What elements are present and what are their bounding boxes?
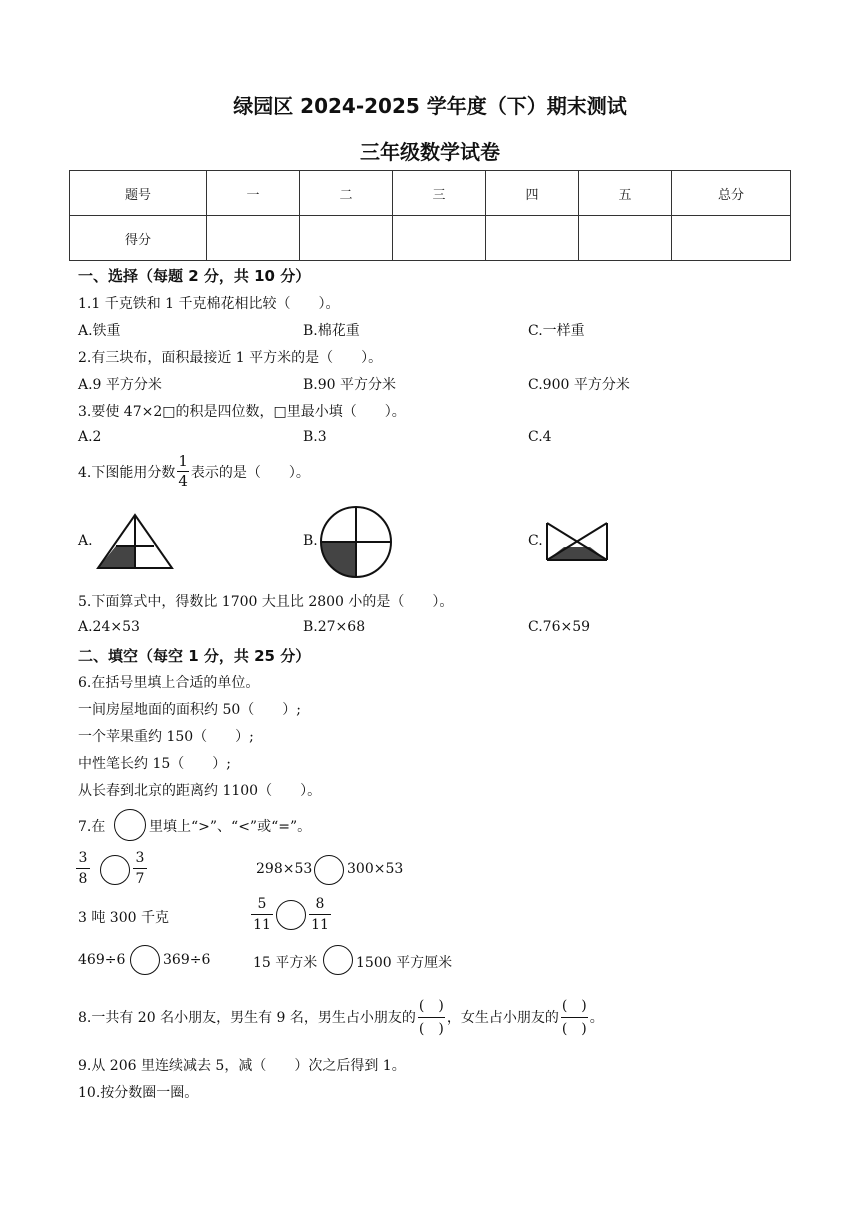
fraction-numerator: 1 [178, 452, 188, 470]
compare-circle[interactable] [323, 945, 353, 975]
score-cell[interactable] [300, 216, 393, 261]
fraction-denominator: 7 [135, 871, 145, 887]
compare-circle[interactable] [130, 945, 160, 975]
fraction-bar [251, 914, 273, 915]
fill-line[interactable]: 一间房屋地面的面积约 50（ ）; [78, 702, 301, 718]
fraction-blank[interactable] [418, 999, 445, 1036]
fraction-numerator: 8 [315, 896, 325, 912]
fraction-denominator: 8 [78, 871, 88, 887]
score-header-cell: 三 [393, 171, 486, 216]
page-subtitle: 三年级数学试卷 [360, 140, 500, 164]
fraction [133, 849, 147, 888]
fraction-blank-denominator[interactable]: ( ) [418, 1020, 444, 1037]
score-header-cell: 题号 [70, 171, 207, 216]
option-b[interactable]: B.27×68 [303, 619, 366, 635]
compare-circle[interactable] [100, 855, 130, 885]
score-header-cell: 一 [207, 171, 300, 216]
fraction [177, 454, 189, 489]
fill-line[interactable]: 从长春到北京的距离约 1100（ ）。 [78, 783, 322, 799]
question-text [78, 454, 310, 489]
expression: 3 吨 300 千克 [78, 910, 169, 926]
fill-line[interactable]: 一个苹果重约 150（ ）; [78, 729, 254, 745]
score-row-label: 得分 [70, 216, 207, 261]
fraction-bar [76, 868, 90, 869]
score-header-cell: 二 [300, 171, 393, 216]
expression: 15 平方米 [253, 955, 318, 971]
question-text: 9.从 206 里连续减去 5，减（ ）次之后得到 1。 [78, 1058, 406, 1074]
score-header-cell: 总分 [672, 171, 791, 216]
fraction-blank[interactable] [561, 999, 588, 1036]
option-a[interactable]: A.9 平方分米 [78, 377, 162, 393]
question-text: 1.1 千克铁和 1 千克棉花相比较（ ）。 [78, 296, 340, 312]
triangle-figure [95, 512, 175, 570]
option-c[interactable]: C.一样重 [528, 323, 585, 339]
option-a[interactable]: A.24×53 [78, 619, 140, 635]
fraction-denominator: 11 [311, 917, 329, 933]
option-c[interactable]: C.900 平方分米 [528, 377, 630, 393]
score-cell[interactable] [207, 216, 300, 261]
question-text: 2.有三块布，面积最接近 1 平方米的是（ ）。 [78, 350, 383, 366]
option-b[interactable]: B. [303, 533, 318, 549]
compare-circle-sample [114, 809, 146, 841]
option-c[interactable]: C.4 [528, 429, 552, 445]
option-c[interactable]: C.76×59 [528, 619, 591, 635]
compare-circle[interactable] [314, 855, 344, 885]
page-title: 绿园区 2024-2025 学年度（下）期末测试 [233, 94, 627, 118]
expression: 300×53 [347, 861, 404, 877]
question-text: 3.要使 47×2□的积是四位数，□里最小填（ ）。 [78, 404, 406, 420]
score-header-cell: 四 [486, 171, 579, 216]
fraction-numerator: 3 [78, 850, 88, 866]
score-header-cell: 五 [579, 171, 672, 216]
question-text-post: 里填上“>”、“<”或“=”。 [149, 819, 312, 835]
option-c[interactable]: C. [528, 533, 543, 549]
question-text [78, 990, 604, 1044]
section-heading: 一、选择（每题 2 分，共 10 分） [78, 267, 311, 285]
option-a[interactable]: A.铁重 [78, 323, 121, 339]
question-text-pre: 8.一共有 20 名小朋友，男生有 9 名，男生占小朋友的 [78, 1010, 416, 1026]
expression: 298×53 [256, 861, 313, 877]
score-cell[interactable] [672, 216, 791, 261]
question-text: 10.按分数圈一圈。 [78, 1085, 199, 1101]
expression: 469÷6 [78, 952, 126, 968]
section-heading: 二、填空（每空 1 分，共 25 分） [78, 647, 311, 665]
score-cell[interactable] [393, 216, 486, 261]
option-b[interactable]: B.棉花重 [303, 323, 360, 339]
fraction-numerator: 5 [257, 896, 267, 912]
question-text-pre: 7.在 [78, 819, 106, 835]
expression: 1500 平方厘米 [356, 955, 453, 971]
bowtie-figure [544, 520, 610, 562]
score-cell[interactable] [486, 216, 579, 261]
fill-line[interactable]: 中性笔长约 15（ ）; [78, 756, 231, 772]
option-a[interactable]: A.2 [78, 429, 102, 445]
question-text: 6.在括号里填上合适的单位。 [78, 675, 260, 691]
question-text-pre: 4.下图能用分数 [78, 464, 176, 481]
score-table [69, 170, 791, 261]
question-text-post: 。 [589, 1010, 604, 1026]
fraction-denominator: 11 [253, 917, 271, 933]
question-text: 5.下面算式中，得数比 1700 大且比 2800 小的是（ ）。 [78, 594, 454, 610]
expression: 369÷6 [163, 952, 211, 968]
fraction [76, 849, 90, 888]
fraction-bar [309, 914, 331, 915]
fraction-denominator: 4 [178, 472, 188, 490]
option-b[interactable]: B.90 平方分米 [303, 377, 397, 393]
question-text-post: 表示的是（ ）。 [190, 464, 310, 481]
question-text-mid: ，女生占小朋友的 [446, 1010, 559, 1026]
score-table-header-row [70, 171, 791, 216]
fraction [251, 895, 273, 934]
fraction-blank-numerator[interactable]: ( ) [561, 999, 588, 1018]
compare-circle[interactable] [276, 900, 306, 930]
fraction-numerator: 3 [135, 850, 145, 866]
fraction-blank-denominator[interactable]: ( ) [561, 1020, 587, 1037]
fraction-bar [133, 868, 147, 869]
score-table-score-row [70, 216, 791, 261]
option-a[interactable]: A. [78, 533, 93, 549]
option-b[interactable]: B.3 [303, 429, 327, 445]
fraction [309, 895, 331, 934]
circle-figure [318, 504, 394, 580]
fraction-blank-numerator[interactable]: ( ) [418, 999, 445, 1018]
score-cell[interactable] [579, 216, 672, 261]
